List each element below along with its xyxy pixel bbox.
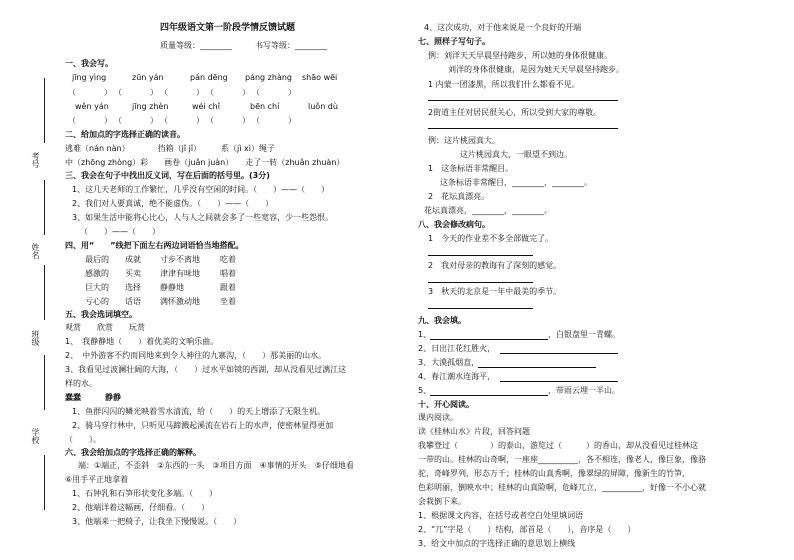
s7-example-2: 刘洋的身体很健康，是因为她天天早晨坚持跑步。: [448, 65, 624, 74]
pinyin-5: shāo wēi: [302, 73, 338, 82]
s9-blank-4: [500, 381, 618, 382]
pinyin-1: jīng yìng: [72, 73, 107, 82]
pinyin-4: páng zhàng: [245, 73, 292, 82]
s9-q3: 3、大漠孤烟直，: [418, 358, 480, 367]
s3-line-2: 2、我们对人要真诚，绝不能虚伪。（ ）——（ ）: [72, 199, 274, 208]
s4-r1c1: 最后的: [85, 255, 109, 264]
s7-example-3: 例：这片桃园真大。: [428, 136, 500, 145]
section-7-title: 七、照样子写句子。: [418, 37, 490, 46]
s7-answer-line-2: [428, 128, 618, 129]
s4-r3c2: 选择: [125, 283, 141, 292]
s9-blank-2: [500, 353, 618, 354]
s3-line-1: 1、这几天老师的工作繁忙，几乎没有空闲的时间。（ ）——（ ）: [72, 185, 330, 194]
side-label-class: 班级: [31, 330, 40, 346]
section-3-title: 三、我会在句子中找出反义词，写在后面的括号里。(3分): [65, 171, 270, 180]
s10-passage-2: 一带的山。桂林的山奇啊，一座座__________，各不相连，像老人，像巨象，像骆: [418, 455, 706, 464]
s9-q1-suffix: ，白银盘里一青螺。: [548, 330, 620, 339]
s3-line-3: 3、如果生活中能将心比心，人与人之间就会多了一些宽容，少一些怨恨。: [72, 213, 334, 222]
pinyin-2: zūn yán: [132, 73, 164, 82]
s2-line-2: 中（zhōng zhòng）彩 画卷（juǎn juàn） 走了一转（zhuǎn zhuàn）: [65, 158, 345, 167]
s6-options: 端：①端正，不歪斜 ②东西的一头 ③项目方面 ④事情的开头 ⑤仔细地看: [78, 461, 354, 470]
s10-passage-3: 驼，奇峰罗列，形态万千；桂林的山真秀啊，像翠绿的屏障，像新生的竹笋，: [418, 469, 690, 478]
s4-r2c4: 唱着: [220, 269, 236, 278]
s4-r2c2: 买卖: [125, 269, 141, 278]
binding-line-3: [44, 265, 45, 320]
s4-r4c1: 亏心的: [85, 297, 109, 306]
s4-r2c1: 感激的: [85, 269, 109, 278]
s7-q4b: 花坛真漂亮，________，________。: [424, 206, 552, 215]
s4-r4c2: 话语: [125, 297, 141, 306]
s8-answer-line-1: [428, 255, 533, 256]
pinyin-7: jīng zhèn: [132, 102, 169, 111]
s5-q3: 3、我看见过波澜壮阔的大海，（ ）过水平如镜的西湖，却从没看见过漓江这: [65, 365, 347, 374]
s3-line-4: （ ）——（ ）: [80, 227, 160, 236]
s4-r1c4: 吃着: [220, 255, 236, 264]
side-label-exam-no: 考号: [31, 152, 40, 168]
s5-q2: 2、 中外游客不约而同地来到令人神往的九寨沟，（ ）那美丽的山水。: [65, 351, 327, 360]
s10-passage-1: 我攀登过（ ）的泰山，游览过（ ）的香山，却从没看见过桂林这: [418, 441, 698, 450]
s9-q4: 4、春江潮水连海平，: [418, 372, 496, 381]
s9-q5-suffix: ，带雨云埋一半山。: [548, 386, 620, 395]
section-6-title: 六、我会给加点的字选择正确的解释。: [65, 448, 201, 457]
s7-example-1: 例：刘洋天天早晨坚持跑步，所以她的身体很健康。: [428, 51, 612, 60]
s10-passage-4: 色彩明丽，倒映水中；桂林的山真险啊，危峰兀立，__________，好像一不小心就: [418, 483, 706, 492]
s10-subtitle: 课内阅读。: [418, 413, 458, 422]
s6-q2: 2、他端详着这幅画，仔细看。（ ）: [72, 503, 210, 512]
s5-q3b: 样的水。: [65, 379, 97, 388]
s7-example-4: 这片桃园真大，一眼望不到边。: [460, 150, 572, 159]
s10-q2: 2、“兀”字是（ ）结构，部首是（ ），音序是（ ）: [418, 525, 636, 534]
s6-q1: 1、石钟乳和石笋形状变化多端。（ ）: [72, 489, 218, 498]
page-title: 四年级语文第一阶段学情反馈试题: [160, 23, 296, 33]
s7-q3b: 这条标语非常醒目，________，________。: [440, 178, 592, 187]
section-2-title: 二、给加点的字选择正确的读音。: [65, 130, 185, 139]
binding-line-5: [44, 455, 45, 510]
s4-r2c3: 津津有味地: [160, 269, 200, 278]
s7-q2: 2街道主任对居民很关心，所以受到大家的尊敬。: [428, 108, 602, 117]
s8-q3: 3 秋天的北京是一年中最美的季节。: [428, 287, 562, 296]
pinyin-3: pán dēng: [190, 73, 228, 82]
s10-passage-5: 会栽倒下来。: [418, 497, 466, 506]
s9-q1-prefix: 1、: [418, 330, 432, 339]
s8-q1: 1 今天的作业差不多全部做完了。: [428, 234, 554, 243]
section-4-title: 四、用“ ”线把下面左右两边词语恰当地搭配。: [65, 241, 244, 250]
s7-q4: 2 花坛真漂亮。: [428, 192, 490, 201]
s6-options-2: ⑥用手平正地拿着: [65, 475, 129, 484]
s5-q1: 1、 我静静地（ ）着优美的文响乐曲。: [65, 337, 219, 346]
s5-q4: 1、鱼群闪闪的鳞光映着雪水清流，给（ ）的天上增添了无限生机。: [72, 407, 326, 416]
s5-words-1: 观赏 欣赏 玩赏: [65, 323, 145, 332]
s9-q2: 2、日出江花红胜火，: [418, 344, 496, 353]
s4-r1c2: 成就: [125, 255, 141, 264]
section-10-title: 十、开心阅读。: [418, 400, 474, 409]
side-label-name: 姓名: [31, 243, 40, 259]
s8-q2: 2 我对母亲的教诲有了深刻的感觉。: [428, 261, 562, 270]
pinyin-9: bēn chí: [250, 102, 280, 111]
binding-line-4: [44, 355, 45, 410]
section-5-title: 五、我会选词填空。: [65, 310, 137, 319]
pinyin-8: wéi chǐ: [192, 102, 220, 111]
s6-q3: 3、他端来一把椅子，让我坐下慢慢说。（ ）: [72, 517, 242, 526]
s5-q5b: （ ）。: [65, 435, 101, 444]
s5-q5: 2、骑马穿行林中，只听见马蹄溅起溪流在岩石上的水声，使密林显得更加: [72, 421, 334, 430]
s4-r3c4: 跟着: [220, 283, 236, 292]
s7-answer-line-1: [428, 100, 618, 101]
s8-answer-line-3: [428, 308, 533, 309]
paren-row-1: （ ） （ ） （ ） （ ） （ ）: [68, 88, 297, 97]
pinyin-6: wěn yán: [75, 102, 109, 111]
s4-r4c4: 坐着: [220, 297, 236, 306]
s9-blank-3: [478, 367, 596, 368]
s5-words-2: 蠢蠢 静静: [65, 393, 121, 402]
s9-blank-1: [430, 339, 548, 340]
s8-answer-line-2: [428, 282, 533, 283]
s4-r3c1: 巨大的: [85, 283, 109, 292]
section-1-title: 一、我会写。: [65, 59, 113, 68]
s6-q4: 4、这次成功，对于他来说是一个良好的开端: [424, 23, 582, 32]
binding-line-1: [44, 78, 45, 143]
writing-grade: 书写等级：________: [255, 41, 327, 50]
s2-line-1: 逃难（nán nàn） 挡箱（jǐ jǐ） 系（jì xì）绳子: [65, 144, 276, 153]
quality-grade: 质量等级：________: [160, 41, 232, 50]
s9-blank-5: [430, 395, 548, 396]
binding-line-2: [44, 180, 45, 235]
s4-r1c3: 寸步不离地: [160, 255, 200, 264]
s4-r3c3: 静静地: [160, 283, 184, 292]
s10-q3: 3、给文中加点的字选择正确的意思划上横线: [418, 539, 576, 548]
s7-q1: 1 内蒙一团漆黑，所以我们什么都看不见。: [428, 80, 580, 89]
s10-task: 读《桂林山水》片段，回答问题: [418, 427, 530, 436]
s9-q5-prefix: 5、: [418, 386, 432, 395]
s10-q1: 1、根据课文内容，在括号或者空白处里填词语: [418, 511, 584, 520]
s7-q3: 1 这条标语非常醒目。: [428, 164, 514, 173]
s4-r4c3: 满怀激动地: [160, 297, 200, 306]
pinyin-10: luǒn dù: [308, 102, 338, 111]
section-8-title: 八、我会修改病句。: [418, 220, 490, 229]
side-label-school: 学校: [31, 428, 40, 444]
section-9-title: 九、我会填。: [418, 316, 466, 325]
paren-row-2: （ ） （ ） （ ） （ ） （ ）: [68, 116, 297, 125]
